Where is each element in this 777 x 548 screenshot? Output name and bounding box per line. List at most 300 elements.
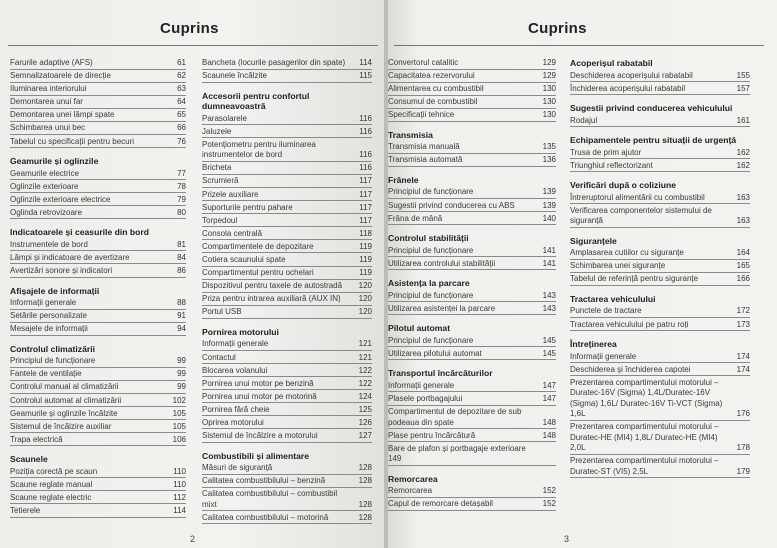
entry-title: Pornirea unui motor pe motorină — [202, 391, 317, 401]
entry-title: Informații generale — [570, 351, 637, 361]
toc-entry[interactable] — [10, 422, 186, 434]
toc-entry[interactable] — [10, 253, 186, 265]
entry-title: Închiderea acoperișului rabatabil — [570, 83, 686, 93]
toc-entry[interactable] — [202, 513, 372, 525]
section-heading: Scaunele — [10, 454, 48, 465]
toc-section — [570, 294, 750, 331]
toc-entry[interactable] — [10, 208, 186, 220]
toc-entry[interactable] — [202, 379, 372, 391]
toc-entry[interactable] — [202, 281, 372, 293]
toc-entry[interactable] — [388, 431, 556, 443]
toc-section — [10, 227, 186, 277]
entry-page-number: 117 — [359, 176, 372, 186]
entry-title: Blocarea volanului — [202, 365, 268, 375]
toc-entry[interactable] — [202, 71, 372, 83]
entry-page-number: 79 — [177, 194, 186, 204]
entry-page-number: 102 — [172, 395, 186, 405]
toc-section — [570, 103, 750, 127]
toc-entry[interactable] — [388, 336, 556, 348]
toc-section — [10, 454, 186, 517]
toc-entry[interactable] — [10, 324, 186, 336]
entry-title: Verificarea componentelor sistemului de siguranță — [570, 205, 712, 226]
toc-entry[interactable] — [202, 163, 372, 175]
toc-section — [388, 368, 556, 465]
entry-title: Principiul de funcționare — [10, 356, 96, 366]
entry-page-number: 91 — [177, 311, 186, 321]
entry-page-number: 130 — [542, 110, 556, 120]
toc-entry[interactable] — [388, 142, 556, 154]
toc-entry[interactable] — [202, 114, 372, 126]
toc-entry[interactable] — [10, 298, 186, 310]
toc-entry[interactable] — [388, 259, 556, 271]
entry-title: Calitatea combustibilului – benzină — [202, 476, 326, 486]
entry-page-number: 174 — [736, 351, 750, 361]
toc-column — [202, 58, 372, 526]
toc-entry[interactable] — [570, 422, 750, 455]
entry-page-number: 116 — [359, 163, 372, 173]
entry-page-number: 121 — [358, 339, 372, 349]
entry-title: Bricheta — [202, 163, 232, 173]
entry-page-number: 176 — [736, 409, 750, 419]
entry-title: Transmisia manuală — [388, 142, 460, 152]
entry-page-number: 77 — [177, 168, 186, 178]
entry-title: Principiul de funcționare — [388, 335, 474, 345]
entry-page-number: 64 — [177, 97, 186, 107]
toc-entry[interactable] — [10, 169, 186, 181]
entry-title: Tractarea vehiculului pe patru roți — [570, 319, 689, 329]
entry-page-number: 162 — [736, 147, 750, 157]
section-heading: Pornirea motorului — [202, 326, 279, 337]
section-heading: Echipamentele pentru situații de urgență — [570, 135, 737, 146]
entry-page-number: 120 — [358, 307, 372, 317]
entry-page-number: 145 — [542, 348, 556, 358]
entry-page-number: 155 — [736, 70, 750, 80]
entry-title: Scaune reglate manual — [10, 479, 93, 489]
entry-title: Tabelul cu specificații pentru becuri — [10, 136, 135, 146]
section-heading: Sugestii privind conducerea vehiculului — [570, 103, 733, 114]
entry-title: Rodajul — [570, 115, 598, 125]
entry-page-number: 63 — [177, 84, 186, 94]
entry-page-number: 147 — [542, 394, 556, 404]
entry-page-number: 61 — [177, 58, 186, 67]
entry-title: Capacitatea rezervorului — [388, 71, 475, 81]
entry-page-number: 94 — [177, 324, 186, 334]
toc-entry[interactable] — [388, 110, 556, 122]
entry-page-number: 117 — [359, 215, 372, 225]
entry-title: Instrumentele de bord — [10, 239, 88, 249]
entry-page-number: 106 — [172, 434, 186, 444]
entry-title: Fantele de ventilație — [10, 369, 82, 379]
entry-page-number: 99 — [177, 382, 186, 392]
entry-page-number: 99 — [177, 356, 186, 366]
entry-page-number: 117 — [359, 189, 372, 199]
entry-title: Consola centrală — [202, 228, 263, 238]
toc-section — [570, 180, 750, 228]
toc-section — [570, 58, 750, 95]
entry-title: Schimbarea unui bec — [10, 123, 86, 133]
toc-entry[interactable] — [10, 137, 186, 149]
entry-title: Calitatea combustibilului – motorină — [202, 512, 329, 522]
toc-entry[interactable] — [388, 246, 556, 258]
entry-title: Oglinzile exterioare — [10, 181, 79, 191]
toc-entry[interactable] — [570, 161, 750, 173]
left-page — [0, 0, 386, 548]
entry-title: Parasolarele — [202, 113, 247, 123]
entry-page-number: 152 — [542, 486, 556, 496]
entry-title: Scrumieră — [202, 176, 239, 186]
toc-column — [388, 58, 556, 513]
entry-title: Pornirea unui motor pe benzină — [202, 378, 314, 388]
toc-entry[interactable] — [388, 84, 556, 96]
entry-title: Remorcarea — [388, 486, 433, 496]
entry-page-number: 115 — [359, 71, 372, 81]
entry-title: Prezentarea compartimentului motorului – Duratec-HE (MI4) 1,8L/ Duratec-HE (MI4) 2,0L — [570, 422, 719, 453]
toc-entry[interactable] — [202, 140, 372, 162]
page-title: Cuprins — [160, 20, 219, 37]
entry-title: Punctele de tractare — [570, 306, 642, 316]
toc-entry[interactable] — [10, 195, 186, 207]
toc-entry[interactable] — [202, 307, 372, 319]
toc-entry[interactable] — [388, 201, 556, 213]
toc-entry[interactable] — [10, 97, 186, 109]
toc-entry[interactable] — [388, 187, 556, 199]
entry-page-number: 88 — [177, 298, 186, 308]
entry-page-number: 105 — [172, 421, 186, 431]
entry-page-number: 122 — [358, 365, 372, 375]
entry-page-number: 119 — [359, 268, 372, 278]
entry-title: Bare de plafon și portbagaje exterioare 149 — [388, 443, 526, 464]
entry-page-number: 130 — [542, 84, 556, 94]
entry-page-number: 76 — [177, 136, 186, 146]
toc-entry[interactable] — [10, 266, 186, 278]
entry-title: Portul USB — [202, 307, 242, 317]
toc-entry[interactable] — [570, 116, 750, 128]
toc-entry[interactable] — [388, 58, 556, 70]
entry-title: Lămpi și indicatoare de avertizare — [10, 252, 130, 262]
toc-entry[interactable] — [388, 155, 556, 167]
toc-entry[interactable] — [202, 405, 372, 417]
entry-page-number: 62 — [177, 71, 186, 81]
entry-title: Informații generale — [388, 380, 455, 390]
entry-page-number: 117 — [359, 202, 372, 212]
toc-entry[interactable] — [388, 291, 556, 303]
entry-page-number: 135 — [542, 142, 556, 152]
entry-title: Măsuri de siguranță — [202, 463, 273, 473]
entry-title: Sugestii privind conducerea cu ABS — [388, 200, 515, 210]
toc-entry[interactable] — [202, 353, 372, 365]
entry-page-number: 179 — [736, 466, 750, 476]
entry-page-number: 165 — [736, 261, 750, 271]
toc-entry[interactable] — [10, 311, 186, 323]
toc-entry[interactable] — [570, 352, 750, 364]
entry-page-number: 116 — [359, 126, 372, 136]
toc-entry[interactable] — [388, 499, 556, 511]
section-heading: Acoperișul rabatabil — [570, 58, 653, 68]
toc-entry[interactable] — [202, 190, 372, 202]
toc-entry[interactable] — [202, 431, 372, 443]
toc-entry[interactable] — [570, 456, 750, 478]
toc-section — [10, 156, 186, 219]
toc-entry[interactable] — [570, 320, 750, 332]
page-title: Cuprins — [528, 20, 587, 37]
entry-title: Poziția corectă pe scaun — [10, 466, 98, 476]
toc-entry[interactable] — [570, 261, 750, 273]
section-heading: Geamurile și oglinzile — [10, 156, 99, 167]
toc-entry[interactable] — [202, 489, 372, 511]
entry-title: Priza pentru intrarea auxiliară (AUX IN) — [202, 294, 341, 304]
section-heading: Siguranțele — [570, 235, 617, 246]
entry-title: Consumul de combustibil — [388, 97, 478, 107]
entry-title: Bancheta (locurile pasagerilor din spate) — [202, 58, 346, 67]
toc-section — [202, 327, 372, 443]
toc-entry[interactable] — [202, 58, 372, 70]
toc-entry[interactable] — [202, 476, 372, 488]
entry-page-number: 129 — [542, 71, 556, 81]
toc-entry[interactable] — [10, 396, 186, 408]
section-heading: Afișajele de informații — [10, 285, 100, 296]
section-heading: Verificări după o coliziune — [570, 180, 677, 191]
toc-section — [570, 236, 750, 286]
toc-entry[interactable] — [570, 84, 750, 96]
toc-entry[interactable] — [570, 365, 750, 377]
toc-entry[interactable] — [570, 206, 750, 228]
entry-title: Triunghiul reflectorizant — [570, 160, 653, 170]
toc-entry[interactable] — [202, 366, 372, 378]
entry-title: Compartimentul de depozitare de sub podeaua din spate — [388, 407, 522, 427]
toc-entry[interactable] — [388, 349, 556, 361]
toc-entry[interactable] — [202, 127, 372, 139]
toc-section — [202, 58, 372, 83]
entry-page-number: 81 — [177, 239, 186, 249]
toc-entry[interactable] — [10, 123, 186, 135]
entry-page-number: 141 — [542, 245, 556, 255]
toc-entry[interactable] — [202, 176, 372, 188]
entry-page-number: 120 — [358, 294, 372, 304]
entry-title: Contactul — [202, 352, 236, 362]
entry-page-number: 118 — [359, 228, 372, 238]
toc-entry[interactable] — [388, 304, 556, 316]
toc-entry[interactable] — [10, 240, 186, 252]
entry-title: Controlul automat al climatizării — [10, 395, 122, 405]
entry-title: Principiul de funcționare — [388, 245, 474, 255]
section-heading: Tractarea vehiculului — [570, 293, 656, 304]
toc-entry[interactable] — [202, 203, 372, 215]
entry-page-number: 148 — [542, 430, 556, 440]
entry-page-number: 128 — [358, 512, 372, 522]
toc-entry[interactable] — [10, 467, 186, 479]
entry-title: Mesajele de informații — [10, 324, 88, 334]
entry-page-number: 164 — [736, 248, 750, 258]
toc-entry[interactable] — [388, 97, 556, 109]
toc-entry[interactable] — [570, 378, 750, 421]
entry-title: Cotiera scaunului spate — [202, 255, 286, 265]
toc-entry[interactable] — [388, 71, 556, 83]
entry-page-number: 99 — [177, 369, 186, 379]
entry-page-number: 66 — [177, 123, 186, 133]
entry-title: Compartimentele de depozitare — [202, 241, 314, 251]
toc-entry[interactable] — [388, 407, 556, 429]
entry-title: Informații generale — [10, 298, 77, 308]
toc-entry[interactable] — [202, 255, 372, 267]
toc-entry[interactable] — [388, 214, 556, 226]
entry-title: Oglinda retrovizoare — [10, 207, 83, 217]
toc-entry[interactable] — [202, 216, 372, 228]
toc-entry[interactable] — [10, 493, 186, 505]
entry-title: Principiul de funcționare — [388, 187, 474, 197]
toc-entry[interactable] — [202, 392, 372, 404]
toc-entry[interactable] — [388, 394, 556, 406]
entry-title: Deschiderea și închiderea capotei — [570, 364, 691, 374]
entry-page-number: 140 — [542, 213, 556, 223]
entry-title: Trusa de prim ajutor — [570, 147, 642, 157]
section-heading: Controlul climatizării — [10, 343, 95, 354]
entry-title: Calitatea combustibilului – combustibil mixt — [202, 489, 338, 509]
entry-title: Convertorul catalitic — [388, 58, 459, 67]
entry-page-number: 128 — [358, 463, 372, 473]
entry-title: Sistemul de încălzire a motorului — [202, 431, 318, 441]
entry-page-number: 136 — [542, 155, 556, 165]
section-heading: Întreținerea — [570, 339, 617, 350]
entry-title: Informații generale — [202, 339, 269, 349]
section-heading: Pilotul automat — [388, 323, 451, 334]
entry-title: Setările personalizate — [10, 311, 87, 321]
toc-section — [388, 474, 556, 511]
entry-page-number: 110 — [173, 466, 186, 476]
entry-title: Tetierele — [10, 506, 41, 516]
entry-page-number: 143 — [542, 303, 556, 313]
entry-title: Avertizări sonore și indicatori — [10, 266, 113, 276]
toc-section — [388, 58, 556, 122]
toc-entry[interactable] — [10, 369, 186, 381]
toc-entry[interactable] — [10, 409, 186, 421]
entry-title: Dispozitivul pentru taxele de autostradă — [202, 281, 343, 291]
entry-page-number: 126 — [358, 417, 372, 427]
toc-entry[interactable] — [570, 274, 750, 286]
toc-entry[interactable] — [202, 339, 372, 351]
entry-title: Întreruptorul alimentării cu combustibil — [570, 192, 705, 202]
toc-entry[interactable] — [570, 148, 750, 160]
toc-entry[interactable] — [202, 463, 372, 475]
section-heading: Indicatoarele și ceasurile din bord — [10, 227, 149, 238]
toc-entry[interactable] — [10, 506, 186, 518]
entry-title: Geamurile electrice — [10, 168, 79, 178]
entry-title: Farurile adaptive (AFS) — [10, 58, 93, 67]
entry-title: Amplasarea cutiilor cu siguranțe — [570, 248, 684, 258]
toc-entry[interactable] — [202, 294, 372, 306]
entry-title: Transmisia automată — [388, 155, 463, 165]
entry-page-number: 120 — [358, 281, 372, 291]
entry-title: Semnalizatoarele de direcție — [10, 71, 111, 81]
entry-page-number: 105 — [172, 408, 186, 418]
entry-page-number: 129 — [542, 58, 556, 67]
title-divider — [8, 45, 378, 46]
entry-title: Plase pentru încărcătură — [388, 430, 476, 440]
section-heading: Remorcarea — [388, 473, 438, 484]
toc-section — [388, 278, 556, 315]
toc-entry[interactable] — [10, 382, 186, 394]
entry-page-number: 114 — [359, 58, 372, 67]
page-number: 2 — [190, 534, 196, 544]
toc-entry[interactable] — [10, 84, 186, 96]
entry-page-number: 119 — [359, 241, 372, 251]
entry-title: Potențiometru pentru iluminarea instrumentelor de bord — [202, 139, 316, 160]
toc-entry[interactable] — [10, 110, 186, 122]
toc-entry[interactable] — [570, 248, 750, 260]
entry-page-number: 141 — [542, 258, 556, 268]
entry-title: Pornirea fără cheie — [202, 404, 270, 414]
toc-entry[interactable] — [388, 444, 556, 466]
entry-page-number: 139 — [542, 200, 556, 210]
entry-title: Oprirea motorului — [202, 417, 264, 427]
toc-entry[interactable] — [10, 71, 186, 83]
entry-page-number: 86 — [177, 266, 186, 276]
toc-entry[interactable] — [10, 58, 186, 70]
toc-entry[interactable] — [10, 435, 186, 447]
toc-section — [10, 58, 186, 148]
entry-page-number: 178 — [736, 443, 750, 453]
entry-title: Specificații tehnice — [388, 110, 455, 120]
entry-title: Scaunele încălzite — [202, 71, 267, 81]
toc-entry[interactable] — [570, 306, 750, 318]
toc-entry[interactable] — [202, 418, 372, 430]
entry-page-number: 174 — [736, 364, 750, 374]
entry-title: Plasele portbagajului — [388, 394, 463, 404]
toc-section — [388, 323, 556, 360]
entry-page-number: 121 — [358, 352, 372, 362]
entry-title: Utilizarea asistenței la parcare — [388, 303, 496, 313]
entry-title: Jaluzele — [202, 126, 232, 136]
toc-entry[interactable] — [202, 242, 372, 254]
entry-page-number: 173 — [736, 319, 750, 329]
title-divider — [394, 45, 764, 46]
entry-page-number: 78 — [177, 181, 186, 191]
entry-title: Capul de remorcare detașabil — [388, 499, 493, 509]
toc-section — [570, 339, 750, 478]
toc-entry[interactable] — [10, 182, 186, 194]
section-heading: Transmisia — [388, 129, 433, 140]
entry-title: Demontarea unui far — [10, 97, 83, 107]
entry-page-number: 128 — [358, 476, 372, 486]
entry-title: Scaune reglate electric — [10, 492, 92, 502]
toc-entry[interactable] — [10, 480, 186, 492]
toc-entry[interactable] — [202, 229, 372, 241]
toc-entry[interactable] — [202, 268, 372, 280]
entry-page-number: 122 — [358, 378, 372, 388]
section-heading: Transportul încărcăturilor — [388, 368, 493, 379]
entry-title: Sistemul de încălzire auxiliar — [10, 421, 112, 431]
entry-page-number: 147 — [542, 380, 556, 390]
page-number: 3 — [564, 534, 570, 544]
toc-entry[interactable] — [388, 486, 556, 498]
toc-entry[interactable] — [388, 381, 556, 393]
toc-entry[interactable] — [10, 356, 186, 368]
section-heading: Accesorii pentru confortul dumneavoastră — [202, 90, 310, 112]
toc-section — [570, 135, 750, 172]
entry-page-number: 143 — [542, 290, 556, 300]
toc-section — [202, 451, 372, 525]
entry-title: Prezentarea compartimentului motorului – Duratec-16V (Sigma) 1,4L/Duratec-16V (Sigma) 1,6L/ Duratec-16V Ti-VCT (Sigma) 1,6L — [570, 377, 723, 419]
entry-page-number: 139 — [542, 187, 556, 197]
entry-page-number: 162 — [736, 160, 750, 170]
entry-title: Oglinzile exterioare electrice — [10, 194, 111, 204]
entry-title: Trapa electrică — [10, 434, 63, 444]
toc-entry[interactable] — [570, 193, 750, 205]
section-heading: Controlul stabilității — [388, 233, 469, 244]
toc-entry[interactable] — [570, 71, 750, 83]
right-page — [388, 0, 777, 548]
entry-title: Alimentarea cu combustibil — [388, 84, 484, 94]
entry-page-number: 163 — [736, 192, 750, 202]
